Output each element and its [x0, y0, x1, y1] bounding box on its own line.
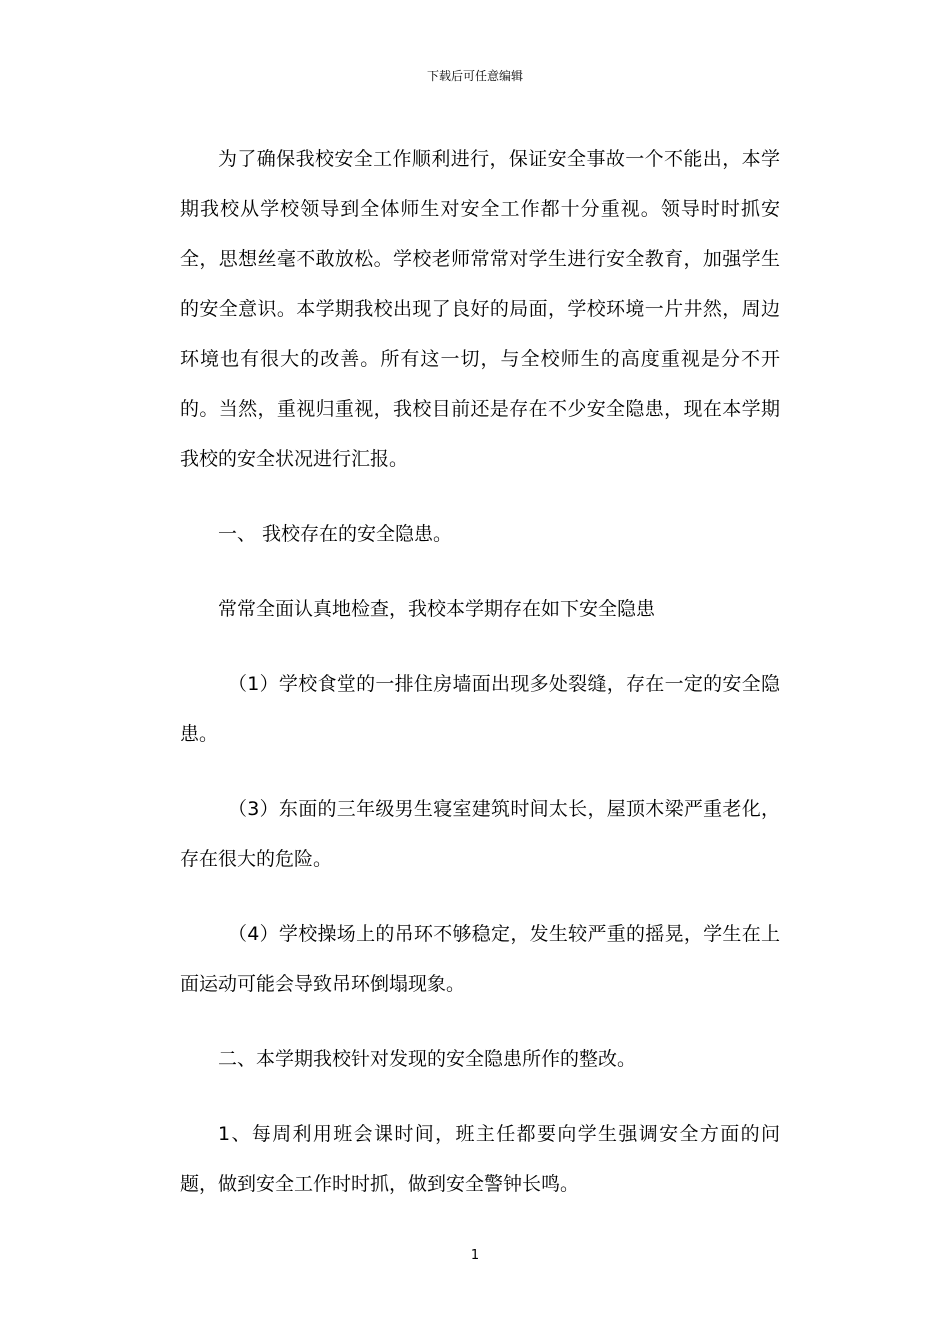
page-header: 下载后可任意编辑	[426, 69, 523, 83]
section-heading-2: 二、本学期我校针对发现的安全隐患所作的整改。	[218, 1048, 637, 1070]
document-body	[180, 134, 780, 1234]
paragraph-inspection: 常常全面认真地检查，我校本学期存在如下安全隐患	[218, 598, 656, 620]
hazard-item-4: （4）学校操场上的吊环不够稳定，发生较严重的摇晃，学生在上面运动可能会导致吊环倒塌现象。	[180, 923, 780, 995]
hazard-item-1: （1）学校食堂的一排住房墙面出现多处裂缝，存在一定的安全隐患。	[180, 673, 780, 745]
rectification-item-1: 1、每周利用班会课时间，班主任都要向学生强调安全方面的问题，做到安全工作时时抓，做到安全警钟长鸣。	[180, 1123, 780, 1195]
page-number: 1	[470, 1248, 480, 1263]
paragraph-intro: 为了确保我校安全工作顺利进行，保证安全事故一个不能出，本学期我校从学校领导到全体师生对安全工作都十分重视。领导时时抓安全，思想丝毫不敢放松。学校老师常常对学生进行安全教育，加强学生的安全意识。本学期我校出现了良好的局面，学校环境一片井然，周边环境也有很大的改善。所有这一切，与全校师生的高度重视是分不开的。当然，重视归重视，我校目前还是存在不少安全隐患，现在本学期我校的安全状况进行汇报。	[180, 148, 780, 470]
section-heading-1: 一、 我校存在的安全隐患。	[218, 523, 453, 545]
hazard-item-3: （3）东面的三年级男生寝室建筑时间太长，屋顶木梁严重老化，存在很大的危险。	[180, 798, 780, 870]
